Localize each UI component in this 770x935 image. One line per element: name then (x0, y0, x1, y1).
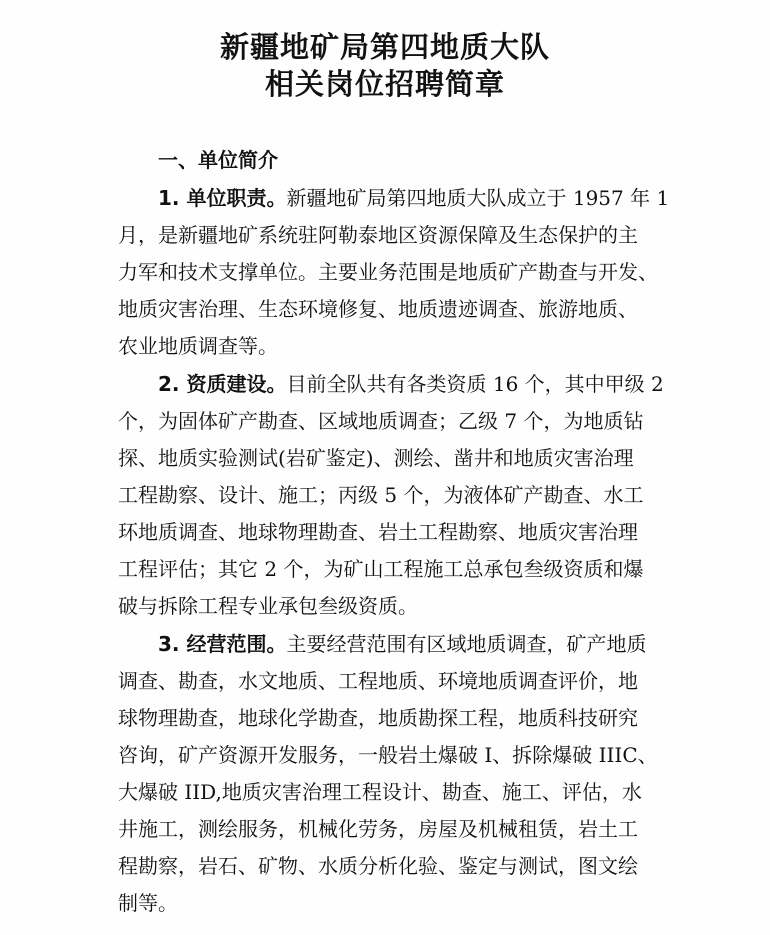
item-label: 2. 资质建设。 (158, 372, 287, 396)
paragraph-line: 工程勘察、设计、施工；丙级 5 个，为液体矿产勘查、水工 (118, 483, 644, 507)
item-text: 主要经营范围有区域地质调查，矿产地质 (286, 632, 647, 656)
paragraph-line: 大爆破 IID,地质灾害治理工程设计、勘查、施工、评估，水 (118, 780, 642, 804)
paragraph-line: 工程评估；其它 2 个，为矿山工程施工总承包叁级资质和爆 (118, 557, 644, 581)
paragraph-line: 球物理勘查，地球化学勘查，地质勘探工程，地质科技研究 (118, 706, 638, 730)
item-text: 新疆地矿局第四地质大队成立于 1957 年 1 (286, 186, 670, 210)
paragraph-line: 个，为固体矿产勘查、区域地质调查；乙级 7 个，为地质钻 (118, 409, 644, 433)
paragraph-line (158, 366, 664, 403)
item-text: 目前全队共有各类资质 16 个，其中甲级 2 (286, 372, 664, 396)
paragraph-line: 咨询，矿产资源开发服务，一般岩土爆破 I、拆除爆破 IIIC、 (118, 743, 658, 767)
paragraph-line (158, 626, 646, 663)
document-title-line2: 相关岗位招聘简章 (264, 67, 505, 101)
paragraph-line: 调查、勘查，水文地质、工程地质、环境地质调查评价，地 (118, 669, 638, 693)
paragraph-line: 破与拆除工程专业承包叁级资质。 (118, 594, 418, 618)
paragraph-line: 力军和技术支撑单位。主要业务范围是地质矿产勘查与开发、 (118, 260, 658, 284)
section-heading-unit-intro: 一、单位简介 (158, 148, 278, 172)
paragraph-line: 地质灾害治理、生态环境修复、地质遗迹调查、旅游地质、 (118, 297, 638, 321)
item-label: 1. 单位职责。 (158, 186, 287, 210)
paragraph-line: 环地质调查、地球物理勘查、岩土工程勘察、地质灾害治理 (118, 520, 638, 544)
paragraph-line: 月，是新疆地矿系统驻阿勒泰地区资源保障及生态保护的主 (118, 223, 638, 247)
document-title-line1: 新疆地矿局第四地质大队 (219, 30, 550, 64)
item-label: 3. 经营范围。 (158, 632, 287, 656)
paragraph-line (158, 180, 669, 217)
paragraph-line: 农业地质调查等。 (118, 334, 278, 358)
paragraph-line: 探、地质实验测试(岩矿鉴定)、测绘、凿井和地质灾害治理 (118, 446, 634, 470)
paragraph-line: 井施工，测绘服务，机械化劳务，房屋及机械租赁，岩土工 (118, 817, 638, 841)
paragraph-line: 制等。 (118, 891, 178, 915)
paragraph-line: 程勘察，岩石、矿物、水质分析化验、鉴定与测试，图文绘 (118, 854, 638, 878)
